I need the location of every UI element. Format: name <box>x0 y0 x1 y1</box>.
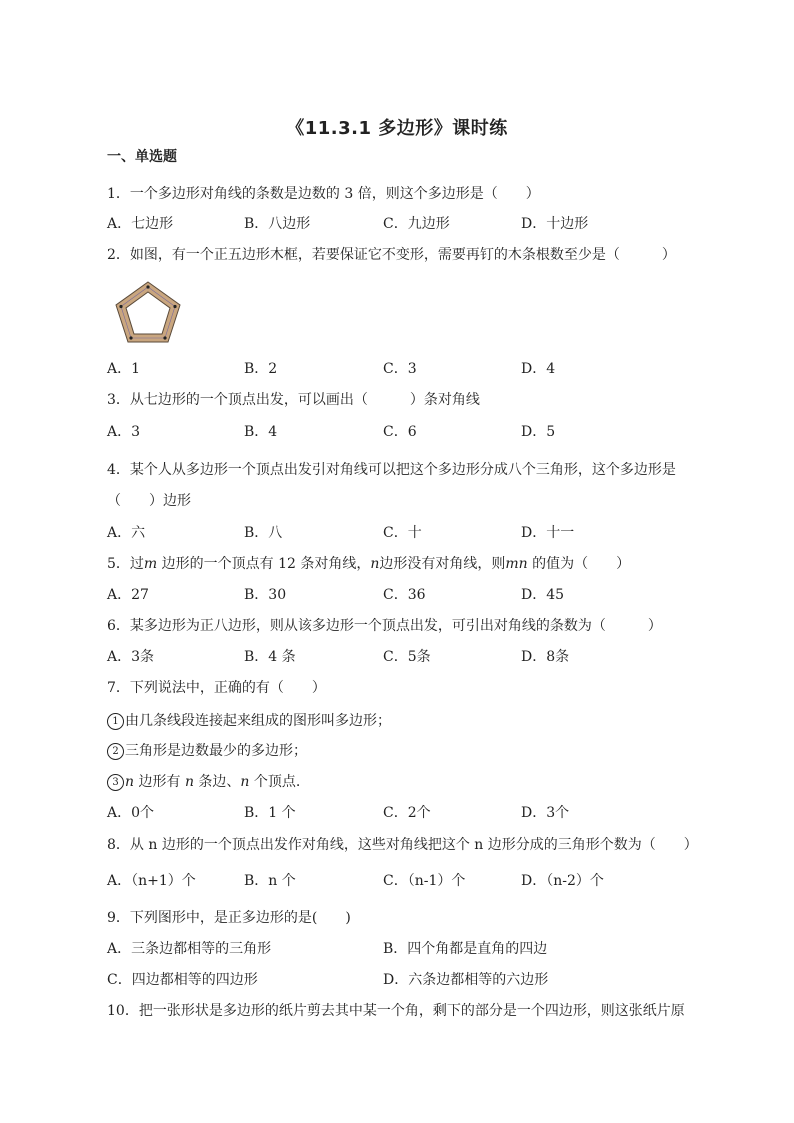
option-b[interactable]: B．1 个 <box>244 805 296 821</box>
question-5-options <box>107 585 687 605</box>
question-7: 7．下列说法中，正确的有（ ） <box>107 680 326 696</box>
question-10: 10．把一张形状是多边形的纸片剪去其中某一个角，剩下的部分是一个四边形，则这张纸片原 <box>107 1003 685 1019</box>
question-5 <box>107 554 687 574</box>
question-8: 8．从 n 边形的一个顶点出发作对角线，这些对角线把这个 n 边形分成的三角形个数为（ ） <box>107 837 698 853</box>
question-4-options <box>107 523 687 543</box>
variable-n: n <box>125 774 135 790</box>
variable-mn: mn <box>505 556 528 572</box>
statement-1 <box>107 711 687 731</box>
question-3-options <box>107 422 687 442</box>
circled-number: 2 <box>107 743 124 760</box>
circled-number: 1 <box>107 713 124 730</box>
statement-text: 边形有 <box>134 774 185 790</box>
option-a[interactable]: A．（n+1）个 <box>107 873 196 889</box>
statement-text: 个顶点. <box>249 774 301 790</box>
page-title: 《11.3.1 多边形》课时练 <box>286 118 508 139</box>
variable-m: m <box>143 556 158 572</box>
statement-2 <box>107 741 687 761</box>
option-c[interactable]: C．2个 <box>383 805 431 821</box>
section-heading: 一、单选题 <box>107 149 177 165</box>
question-4: 4．某个人从多边形一个顶点出发引对角线可以把这个多边形分成八个三角形，这个多边形是 <box>107 462 676 478</box>
question-9-options-row-2 <box>107 970 687 990</box>
variable-n: n <box>240 774 250 790</box>
option-a[interactable]: A．六 <box>107 525 146 541</box>
question-7-options <box>107 803 687 823</box>
option-a[interactable]: A．3 <box>107 424 141 440</box>
option-d[interactable]: D．45 <box>521 587 565 603</box>
option-d[interactable]: D．（n-2）个 <box>521 873 604 889</box>
statement-text: 条边、 <box>193 774 241 790</box>
question-9-options-row-1 <box>107 939 687 959</box>
option-b[interactable]: B．八 <box>244 525 283 541</box>
question-6-options <box>107 647 687 667</box>
option-c[interactable]: C．3 <box>383 361 417 377</box>
option-a[interactable]: A．3条 <box>107 649 155 665</box>
option-b[interactable]: B．2 <box>244 361 278 377</box>
option-d[interactable]: D．十边形 <box>521 216 589 232</box>
question-1-options <box>107 214 687 234</box>
statement-3 <box>107 772 687 792</box>
option-b[interactable]: B．四个角都是直角的四边 <box>383 941 548 957</box>
option-c[interactable]: C．九边形 <box>383 216 450 232</box>
option-b[interactable]: B．4 <box>244 424 278 440</box>
question-8-options <box>107 871 687 891</box>
question-2-options <box>107 359 687 379</box>
circled-number: 3 <box>107 774 124 791</box>
question-4-continued: （ ）边形 <box>107 493 191 509</box>
question-5-part: 边形的一个顶点有 12 条对角线， <box>157 556 371 572</box>
option-b[interactable]: B．八边形 <box>244 216 311 232</box>
question-5-part: 边形没有对角线，则 <box>379 556 506 572</box>
option-a[interactable]: A．七边形 <box>107 216 174 232</box>
option-b[interactable]: B．30 <box>244 587 287 603</box>
option-d[interactable]: D．4 <box>521 361 556 377</box>
option-a[interactable]: A．0个 <box>107 805 155 821</box>
question-1: 1．一个多边形对角线的条数是边数的 3 倍，则这个多边形是（ ） <box>107 186 540 202</box>
option-c[interactable]: C．36 <box>383 587 426 603</box>
question-3: 3．从七边形的一个顶点出发，可以画出（ ）条对角线 <box>107 392 480 408</box>
option-a[interactable]: A．三条边都相等的三角形 <box>107 941 272 957</box>
option-b[interactable]: B．4 条 <box>244 649 296 665</box>
question-5-part: 的值为（ ） <box>527 556 631 572</box>
option-b[interactable]: B．n 个 <box>244 873 296 889</box>
question-9: 9．下列图形中，是正多边形的是( ) <box>107 910 351 926</box>
option-d[interactable]: D．8条 <box>521 649 570 665</box>
variable-n: n <box>184 774 194 790</box>
option-c[interactable]: C．（n-1）个 <box>383 873 466 889</box>
question-6: 6．某多边形为正八边形，则从该多边形一个顶点出发，可引出对角线的条数为（ ） <box>107 618 662 634</box>
option-d[interactable]: D．5 <box>521 424 556 440</box>
question-2: 2．如图，有一个正五边形木框，若要保证它不变形，需要再钉的木条根数至少是（ ） <box>107 247 676 263</box>
option-d[interactable]: D．十一 <box>521 525 575 541</box>
option-c[interactable]: C．5条 <box>383 649 431 665</box>
statement-text: 三角形是边数最少的多边形； <box>125 743 307 759</box>
option-c[interactable]: C．6 <box>383 424 417 440</box>
option-a[interactable]: A．1 <box>107 361 141 377</box>
statement-text: 由几条线段连接起来组成的图形叫多边形； <box>125 713 391 729</box>
variable-n: n <box>370 556 380 572</box>
option-d[interactable]: D．六条边都相等的六边形 <box>383 972 549 988</box>
option-a[interactable]: A．27 <box>107 587 149 603</box>
option-c[interactable]: C．四边都相等的四边形 <box>107 972 258 988</box>
pentagon-frame-icon <box>112 278 184 346</box>
option-d[interactable]: D．3个 <box>521 805 570 821</box>
question-5-part: 5．过 <box>107 556 144 572</box>
option-c[interactable]: C．十 <box>383 525 422 541</box>
